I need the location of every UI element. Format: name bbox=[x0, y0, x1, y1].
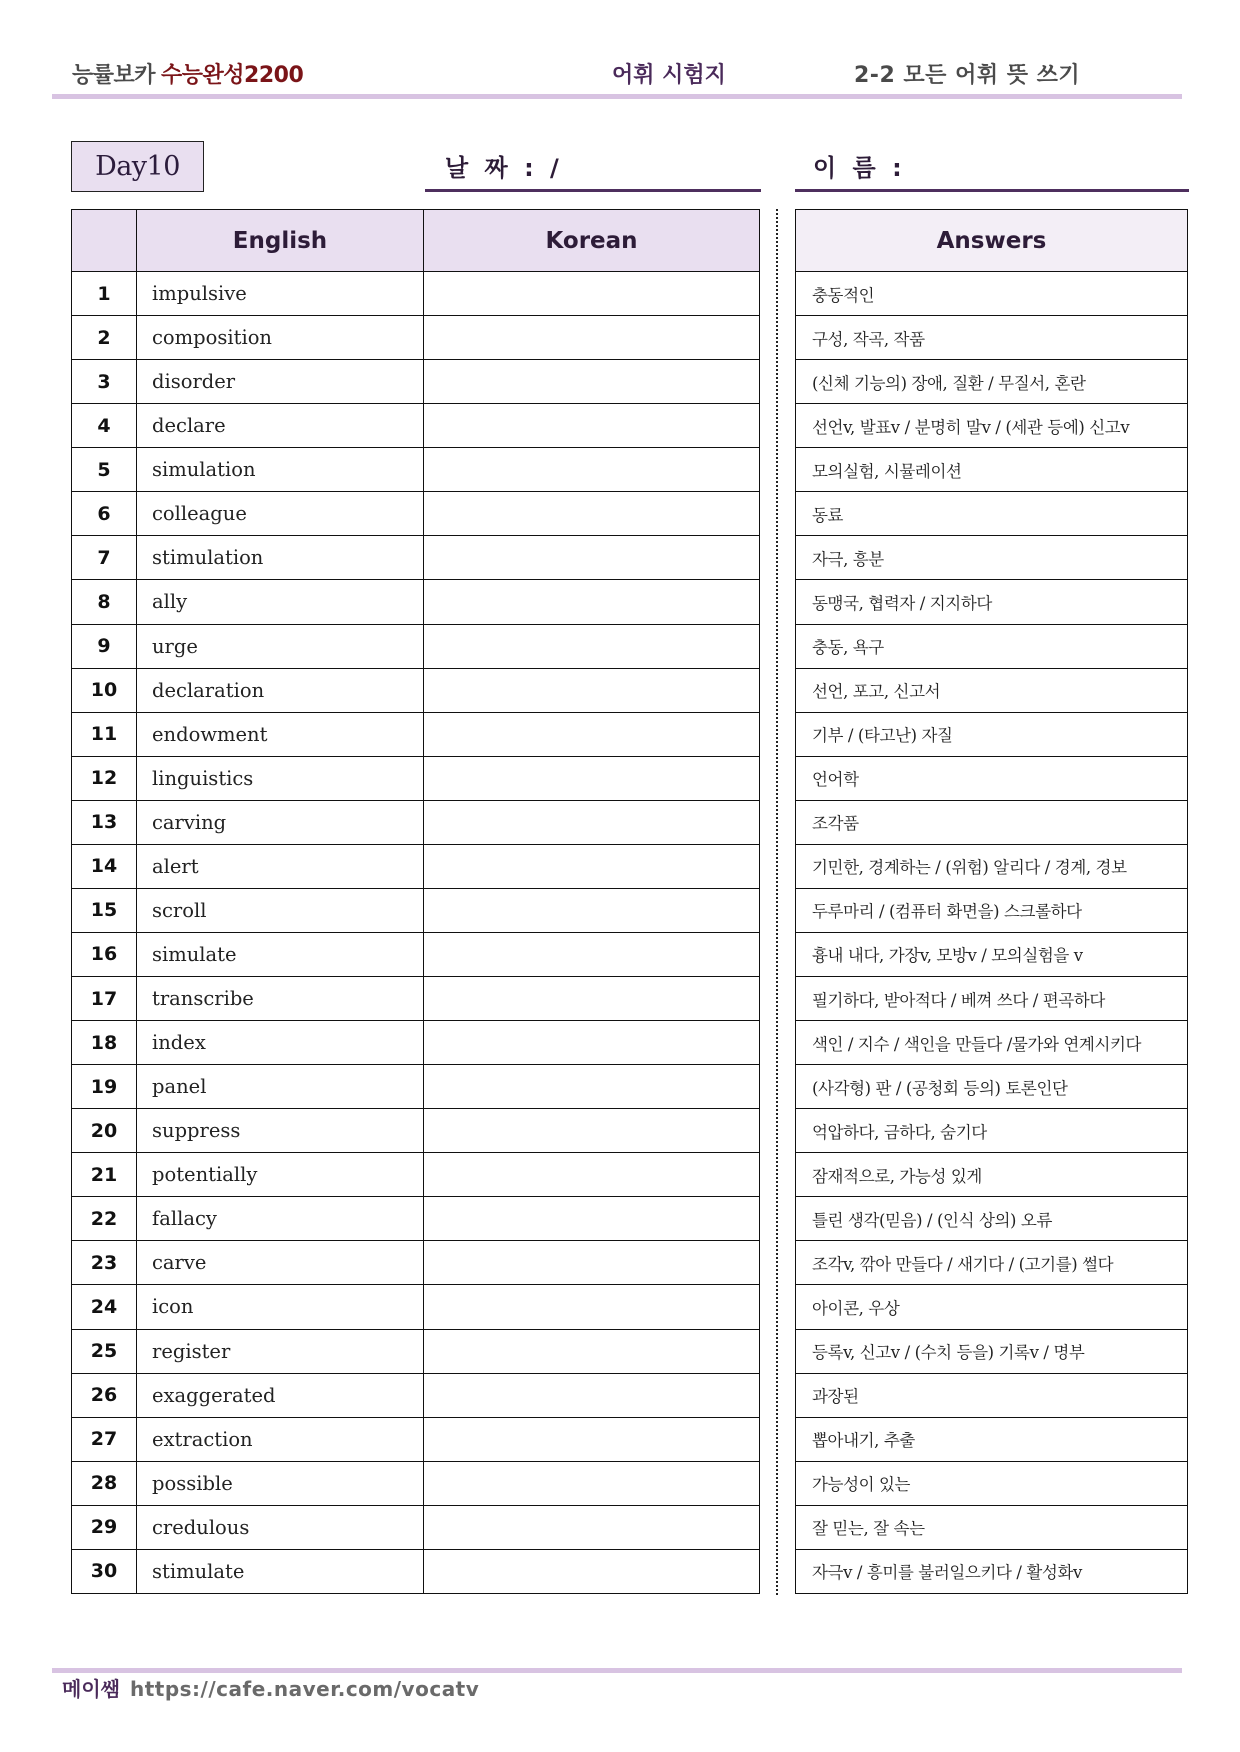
korean-answer-cell[interactable] bbox=[424, 977, 760, 1021]
row-number: 11 bbox=[72, 712, 137, 756]
table-row bbox=[72, 932, 760, 976]
table-row bbox=[72, 1153, 760, 1197]
answer-row bbox=[796, 932, 1188, 976]
korean-answer-cell[interactable] bbox=[424, 1241, 760, 1285]
row-number: 1 bbox=[72, 272, 137, 316]
row-number: 5 bbox=[72, 448, 137, 492]
table-row bbox=[72, 272, 760, 316]
row-number: 3 bbox=[72, 360, 137, 404]
korean-answer-cell[interactable] bbox=[424, 1285, 760, 1329]
table-row bbox=[72, 1109, 760, 1153]
date-field[interactable] bbox=[425, 140, 761, 192]
table-row bbox=[72, 1329, 760, 1373]
answer-row bbox=[796, 1505, 1188, 1549]
answer-text: 색인 / 지수 / 색인을 만들다 /물가와 연계시키다 bbox=[796, 1021, 1188, 1065]
answer-text: 구성, 작곡, 작품 bbox=[796, 316, 1188, 360]
book-title: 수능완성2200 bbox=[161, 63, 304, 88]
table-row bbox=[72, 536, 760, 580]
answer-row bbox=[796, 1109, 1188, 1153]
korean-answer-cell[interactable] bbox=[424, 492, 760, 536]
english-word: potentially bbox=[137, 1153, 424, 1197]
english-word: simulate bbox=[137, 932, 424, 976]
answer-text: 잠재적으로, 가능성 있게 bbox=[796, 1153, 1188, 1197]
english-word: possible bbox=[137, 1461, 424, 1505]
answer-row bbox=[796, 360, 1188, 404]
english-word: credulous bbox=[137, 1505, 424, 1549]
answer-row bbox=[796, 1549, 1188, 1593]
answer-row bbox=[796, 316, 1188, 360]
answer-row bbox=[796, 448, 1188, 492]
korean-answer-cell[interactable] bbox=[424, 668, 760, 712]
answer-row bbox=[796, 624, 1188, 668]
table-row bbox=[72, 1241, 760, 1285]
korean-answer-cell[interactable] bbox=[424, 844, 760, 888]
english-word: register bbox=[137, 1329, 424, 1373]
english-word: linguistics bbox=[137, 756, 424, 800]
dotted-cut-line bbox=[776, 209, 778, 1595]
table-row bbox=[72, 800, 760, 844]
row-number: 24 bbox=[72, 1285, 137, 1329]
answer-text: 과장된 bbox=[796, 1373, 1188, 1417]
answer-text: (신체 기능의) 장애, 질환 / 무질서, 혼란 bbox=[796, 360, 1188, 404]
answer-row bbox=[796, 492, 1188, 536]
quiz-header-row bbox=[72, 210, 760, 272]
english-word: colleague bbox=[137, 492, 424, 536]
answer-row bbox=[796, 1197, 1188, 1241]
row-number: 23 bbox=[72, 1241, 137, 1285]
korean-answer-cell[interactable] bbox=[424, 1549, 760, 1593]
korean-answer-cell[interactable] bbox=[424, 580, 760, 624]
english-word: carving bbox=[137, 800, 424, 844]
answer-row bbox=[796, 756, 1188, 800]
row-number: 17 bbox=[72, 977, 137, 1021]
answer-text: 두루마리 / (컴퓨터 화면을) 스크롤하다 bbox=[796, 888, 1188, 932]
answer-text: 흉내 내다, 가장v, 모방v / 모의실험을 v bbox=[796, 932, 1188, 976]
answer-text: 아이콘, 우상 bbox=[796, 1285, 1188, 1329]
row-number: 28 bbox=[72, 1461, 137, 1505]
answer-row bbox=[796, 1065, 1188, 1109]
row-number: 6 bbox=[72, 492, 137, 536]
table-row bbox=[72, 712, 760, 756]
answer-row bbox=[796, 800, 1188, 844]
answer-text: 뽑아내기, 추출 bbox=[796, 1417, 1188, 1461]
korean-answer-cell[interactable] bbox=[424, 1021, 760, 1065]
english-word: declaration bbox=[137, 668, 424, 712]
table-row bbox=[72, 756, 760, 800]
row-number: 16 bbox=[72, 932, 137, 976]
english-word: index bbox=[137, 1021, 424, 1065]
answer-row bbox=[796, 1461, 1188, 1505]
answer-text: 동료 bbox=[796, 492, 1188, 536]
korean-answer-cell[interactable] bbox=[424, 536, 760, 580]
name-label: 이 름 : bbox=[813, 154, 906, 182]
english-word: carve bbox=[137, 1241, 424, 1285]
answer-table bbox=[795, 209, 1188, 1594]
row-number: 12 bbox=[72, 756, 137, 800]
header-number bbox=[72, 210, 137, 272]
answer-text: (사각형) 판 / (공청회 등의) 토론인단 bbox=[796, 1065, 1188, 1109]
row-number: 2 bbox=[72, 316, 137, 360]
korean-answer-cell[interactable] bbox=[424, 624, 760, 668]
answer-row bbox=[796, 844, 1188, 888]
table-row bbox=[72, 360, 760, 404]
answer-row bbox=[796, 404, 1188, 448]
answer-row bbox=[796, 1153, 1188, 1197]
answer-row bbox=[796, 888, 1188, 932]
answer-row bbox=[796, 1417, 1188, 1461]
name-field[interactable] bbox=[795, 140, 1189, 192]
row-number: 7 bbox=[72, 536, 137, 580]
english-word: endowment bbox=[137, 712, 424, 756]
korean-answer-cell[interactable] bbox=[424, 404, 760, 448]
answer-row bbox=[796, 1241, 1188, 1285]
header-divider bbox=[52, 94, 1182, 99]
answer-text: 자극, 흥분 bbox=[796, 536, 1188, 580]
answer-row bbox=[796, 1329, 1188, 1373]
table-row bbox=[72, 1417, 760, 1461]
english-word: ally bbox=[137, 580, 424, 624]
table-row bbox=[72, 1549, 760, 1593]
english-word: fallacy bbox=[137, 1197, 424, 1241]
answer-text: 충동적인 bbox=[796, 272, 1188, 316]
korean-answer-cell[interactable] bbox=[424, 360, 760, 404]
korean-answer-cell[interactable] bbox=[424, 1417, 760, 1461]
answer-text: 조각품 bbox=[796, 800, 1188, 844]
table-row bbox=[72, 1285, 760, 1329]
english-word: icon bbox=[137, 1285, 424, 1329]
answer-text: 기부 / (타고난) 자질 bbox=[796, 712, 1188, 756]
answer-row bbox=[796, 536, 1188, 580]
row-number: 14 bbox=[72, 844, 137, 888]
answer-text: 필기하다, 받아적다 / 베껴 쓰다 / 편곡하다 bbox=[796, 977, 1188, 1021]
row-number: 30 bbox=[72, 1549, 137, 1593]
english-word: simulation bbox=[137, 448, 424, 492]
page-footer bbox=[62, 1673, 479, 1702]
korean-answer-cell[interactable] bbox=[424, 448, 760, 492]
table-row bbox=[72, 844, 760, 888]
table-row bbox=[72, 1461, 760, 1505]
english-word: extraction bbox=[137, 1417, 424, 1461]
answer-text: 틀린 생각(믿음) / (인식 상의) 오류 bbox=[796, 1197, 1188, 1241]
answer-row bbox=[796, 1285, 1188, 1329]
answer-text: 기민한, 경계하는 / (위험) 알리다 / 경계, 경보 bbox=[796, 844, 1188, 888]
footer-author: 메이쌤 bbox=[62, 1677, 120, 1701]
brand-title bbox=[72, 58, 303, 89]
english-word: declare bbox=[137, 404, 424, 448]
korean-answer-cell[interactable] bbox=[424, 800, 760, 844]
table-row bbox=[72, 668, 760, 712]
answer-text: 충동, 욕구 bbox=[796, 624, 1188, 668]
row-number: 25 bbox=[72, 1329, 137, 1373]
sheet-type: 어휘 시험지 bbox=[612, 63, 726, 88]
korean-answer-cell[interactable] bbox=[424, 888, 760, 932]
table-row bbox=[72, 1373, 760, 1417]
korean-answer-cell[interactable] bbox=[424, 1153, 760, 1197]
header-answers: Answers bbox=[796, 210, 1188, 272]
korean-answer-cell[interactable] bbox=[424, 1329, 760, 1373]
table-row bbox=[72, 1197, 760, 1241]
table-row bbox=[72, 624, 760, 668]
header-english: English bbox=[137, 210, 424, 272]
row-number: 19 bbox=[72, 1065, 137, 1109]
korean-answer-cell[interactable] bbox=[424, 1373, 760, 1417]
answer-text: 선언, 포고, 신고서 bbox=[796, 668, 1188, 712]
answer-row bbox=[796, 272, 1188, 316]
answer-text: 억압하다, 금하다, 숨기다 bbox=[796, 1109, 1188, 1153]
row-number: 8 bbox=[72, 580, 137, 624]
korean-answer-cell[interactable] bbox=[424, 756, 760, 800]
english-word: exaggerated bbox=[137, 1373, 424, 1417]
table-row bbox=[72, 492, 760, 536]
answer-row bbox=[796, 977, 1188, 1021]
english-word: stimulate bbox=[137, 1549, 424, 1593]
answer-row bbox=[796, 712, 1188, 756]
english-word: stimulation bbox=[137, 536, 424, 580]
quiz-table bbox=[71, 209, 760, 1594]
korean-answer-cell[interactable] bbox=[424, 1461, 760, 1505]
table-row bbox=[72, 888, 760, 932]
brand-name: 능률보카 bbox=[72, 63, 156, 88]
row-number: 22 bbox=[72, 1197, 137, 1241]
korean-answer-cell[interactable] bbox=[424, 1505, 760, 1549]
table-row bbox=[72, 1021, 760, 1065]
row-number: 9 bbox=[72, 624, 137, 668]
row-number: 20 bbox=[72, 1109, 137, 1153]
english-word: panel bbox=[137, 1065, 424, 1109]
english-word: disorder bbox=[137, 360, 424, 404]
answer-text: 언어학 bbox=[796, 756, 1188, 800]
answer-text: 조각v, 깎아 만들다 / 새기다 / (고기를) 썰다 bbox=[796, 1241, 1188, 1285]
answer-text: 선언v, 발표v / 분명히 말v / (세관 등에) 신고v bbox=[796, 404, 1188, 448]
korean-answer-cell[interactable] bbox=[424, 1197, 760, 1241]
row-number: 18 bbox=[72, 1021, 137, 1065]
korean-answer-cell[interactable] bbox=[424, 932, 760, 976]
english-word: urge bbox=[137, 624, 424, 668]
korean-answer-cell[interactable] bbox=[424, 272, 760, 316]
answer-row bbox=[796, 668, 1188, 712]
english-word: scroll bbox=[137, 888, 424, 932]
korean-answer-cell[interactable] bbox=[424, 1065, 760, 1109]
english-word: alert bbox=[137, 844, 424, 888]
day-badge: Day10 bbox=[71, 141, 204, 192]
row-number: 29 bbox=[72, 1505, 137, 1549]
table-row bbox=[72, 448, 760, 492]
sheet-description: 2-2 모든 어휘 뜻 쓰기 bbox=[854, 63, 1081, 88]
answer-text: 자극v / 흥미를 불러일으키다 / 활성화v bbox=[796, 1549, 1188, 1593]
answer-row bbox=[796, 580, 1188, 624]
answer-header-row bbox=[796, 210, 1188, 272]
english-word: impulsive bbox=[137, 272, 424, 316]
row-number: 26 bbox=[72, 1373, 137, 1417]
row-number: 13 bbox=[72, 800, 137, 844]
row-number: 4 bbox=[72, 404, 137, 448]
answer-text: 잘 믿는, 잘 속는 bbox=[796, 1505, 1188, 1549]
english-word: composition bbox=[137, 316, 424, 360]
row-number: 21 bbox=[72, 1153, 137, 1197]
answer-text: 모의실험, 시뮬레이션 bbox=[796, 448, 1188, 492]
table-row bbox=[72, 1505, 760, 1549]
korean-answer-cell[interactable] bbox=[424, 712, 760, 756]
korean-answer-cell[interactable] bbox=[424, 316, 760, 360]
english-word: suppress bbox=[137, 1109, 424, 1153]
korean-answer-cell[interactable] bbox=[424, 1109, 760, 1153]
row-number: 15 bbox=[72, 888, 137, 932]
row-number: 10 bbox=[72, 668, 137, 712]
answer-text: 등록v, 신고v / (수치 등을) 기록v / 명부 bbox=[796, 1329, 1188, 1373]
row-number: 27 bbox=[72, 1417, 137, 1461]
answer-row bbox=[796, 1021, 1188, 1065]
english-word: transcribe bbox=[137, 977, 424, 1021]
table-row bbox=[72, 1065, 760, 1109]
table-row bbox=[72, 580, 760, 624]
table-row bbox=[72, 977, 760, 1021]
table-row bbox=[72, 316, 760, 360]
footer-link[interactable]: https://cafe.naver.com/vocatv bbox=[129, 1677, 480, 1701]
answer-text: 가능성이 있는 bbox=[796, 1461, 1188, 1505]
table-row bbox=[72, 404, 760, 448]
answer-row bbox=[796, 1373, 1188, 1417]
date-label: 날 짜 : / bbox=[445, 154, 563, 182]
header-korean: Korean bbox=[424, 210, 760, 272]
answer-text: 동맹국, 협력자 / 지지하다 bbox=[796, 580, 1188, 624]
